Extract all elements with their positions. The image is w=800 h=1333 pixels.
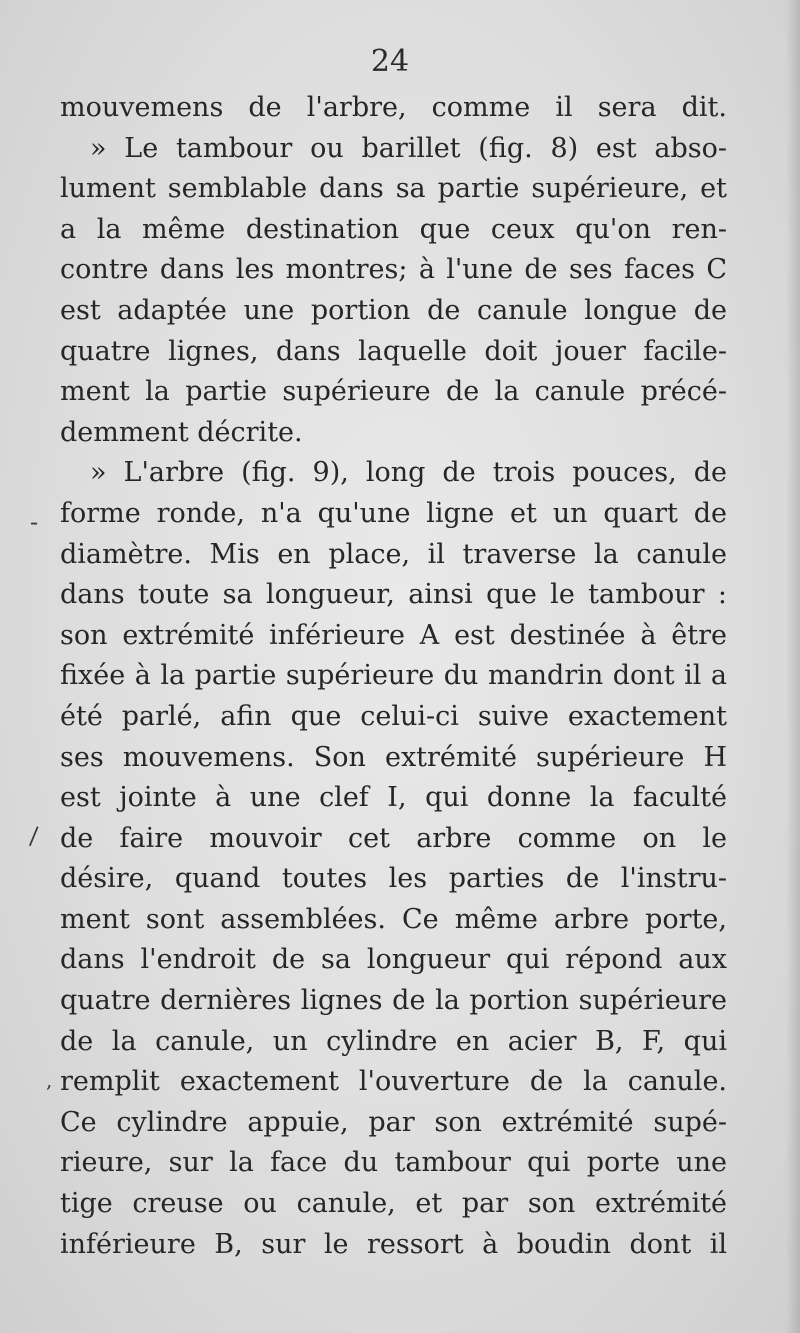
text-line: quatre lignes, dans laquelle doit jouer facile- [60, 335, 727, 367]
text-line: inférieure B, sur le ressort à boudin dont il [60, 1228, 727, 1260]
text-line: rieure, sur la face du tambour qui porte une [60, 1147, 727, 1179]
text-line: forme ronde, n'a qu'une ligne et un quart de [60, 497, 727, 529]
text-line: est jointe à une clef I, qui donne la faculté [60, 782, 727, 814]
margin-mark: \ [21, 822, 47, 850]
body-text [60, 88, 727, 1265]
text-line: diamètre. Mis en place, il traverse la canule [60, 538, 727, 570]
text-line: remplit exactement l'ouverture de la canule. [60, 1066, 727, 1098]
text-line: lument semblable dans sa partie supérieure, et [60, 173, 727, 205]
text-line: ment la partie supérieure de la canule précé- [60, 376, 727, 408]
text-line: contre dans les montres; à l'une de ses faces C [60, 254, 727, 286]
text-line: » L'arbre (fig. 9), long de trois pouces, de [90, 457, 727, 489]
text-line: a la même destination que ceux qu'on ren- [60, 213, 727, 245]
margin-mark: - [30, 508, 39, 536]
text-line: est adaptée une portion de canule longue de [60, 294, 727, 326]
page-number: 24 [370, 44, 410, 79]
text-line: ses mouvemens. Son extrémité supérieure H [60, 741, 727, 773]
text-line: dans l'endroit de sa longueur qui répond aux [60, 944, 727, 976]
text-line: quatre dernières lignes de la portion supérieure [60, 985, 727, 1017]
text-line: son extrémité inférieure A est destinée à être [60, 619, 727, 651]
text-line: de la canule, un cylindre en acier B, F, qui [60, 1025, 727, 1057]
text-line: mouvemens de l'arbre, comme il sera dit. [60, 92, 727, 123]
text-line: désire, quand toutes les parties de l'instru- [60, 863, 727, 895]
text-line: dans toute sa longueur, ainsi que le tambour : [60, 579, 727, 611]
text-line: fixée à la partie supérieure du mandrin dont il a [60, 660, 727, 692]
text-line: demment décrite. [60, 416, 303, 448]
text-line: tige creuse ou canule, et par son extrémité [60, 1188, 727, 1220]
page-edge-shadow [786, 0, 800, 1333]
margin-mark: , [46, 1068, 53, 1092]
text-line: ment sont assemblées. Ce même arbre porte, [60, 903, 727, 935]
text-line: été parlé, afin que celui-ci suive exactement [60, 700, 727, 732]
text-line: de faire mouvoir cet arbre comme on le [60, 822, 727, 854]
text-line: Ce cylindre appuie, par son extrémité supé- [60, 1106, 727, 1138]
text-line: » Le tambour ou barillet (fig. 8) est abso- [90, 132, 727, 164]
